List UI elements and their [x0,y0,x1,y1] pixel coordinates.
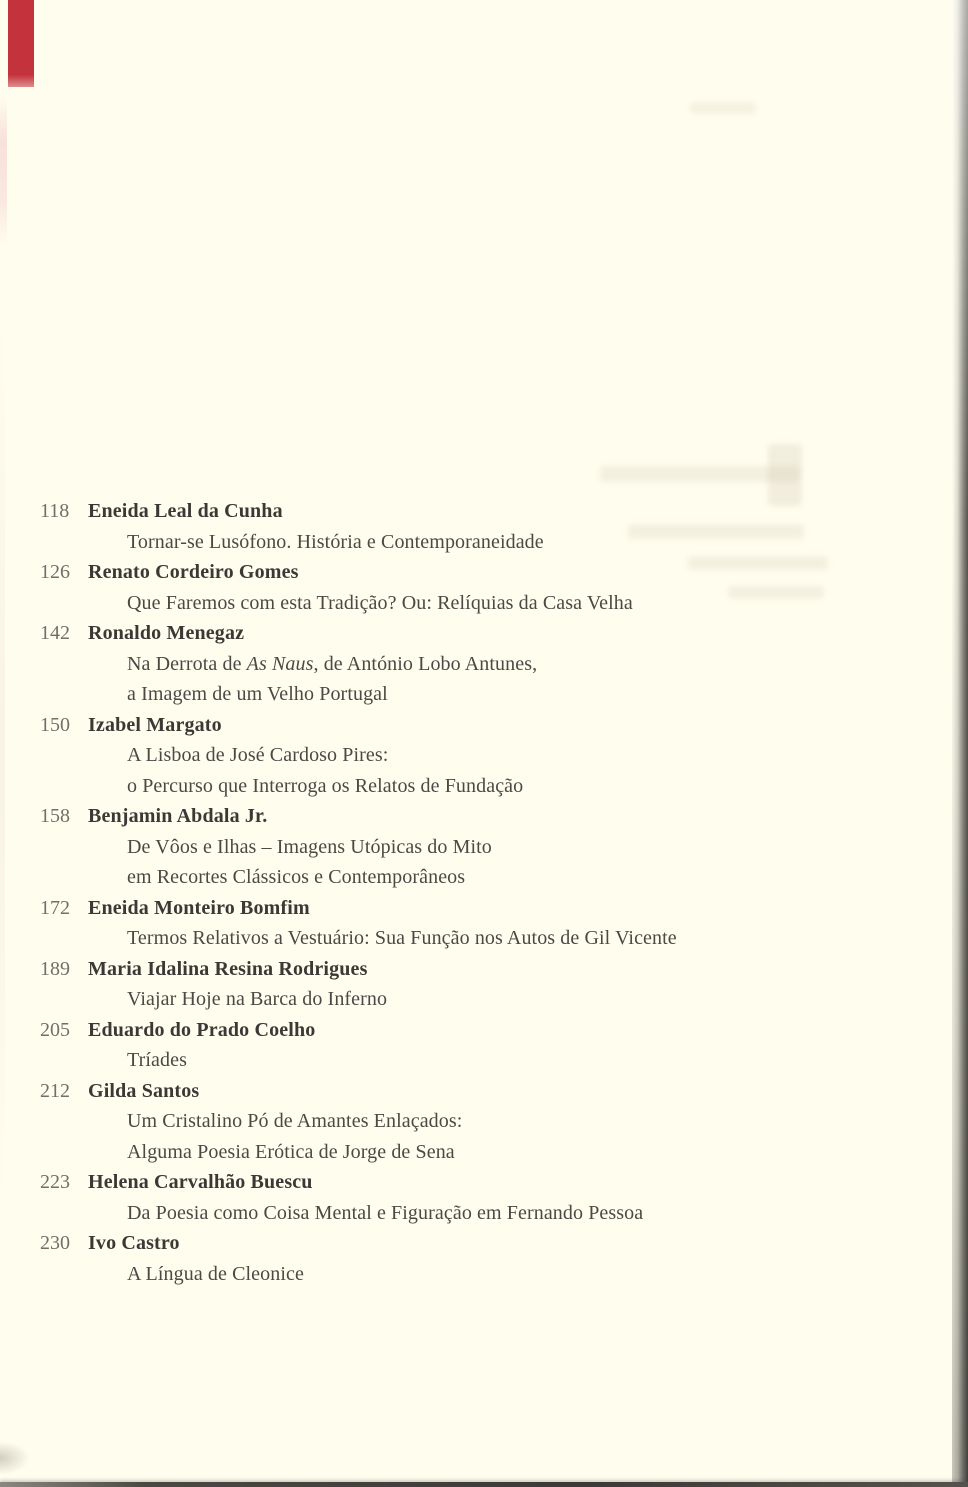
toc-entry-head [0,618,940,649]
toc-title-line [0,984,940,1015]
toc-entry [0,557,940,618]
toc-page-number: 142 [40,622,70,644]
toc-title-segment: Que Faremos com esta Tradição? Ou: Relíquias da Casa Velha [127,591,633,614]
toc-entry-head [0,1015,940,1046]
toc-title-segment: Na Derrota de [127,652,247,675]
toc-title-line [0,862,940,893]
toc-entry [0,1076,940,1168]
toc-entry [0,801,940,893]
red-spine-tab [8,0,34,87]
toc-title-segment: Tornar-se Lusófono. História e Contemporaneidade [127,530,544,553]
toc-entry [0,1015,940,1076]
toc-author: Ivo Castro [88,1232,180,1254]
toc-entry [0,496,940,557]
toc-entry-head [0,801,940,832]
toc-page-number: 126 [40,561,70,583]
toc-title-segment: Da Poesia como Coisa Mental e Figuração em Fernando Pessoa [127,1201,644,1224]
toc-title-segment: em Recortes Clássicos e Contemporâneos [127,866,466,888]
toc-author: Izabel Margato [88,713,222,736]
toc-author: Eduardo do Prado Coelho [88,1018,316,1041]
left-edge-streak [0,96,7,246]
toc-title-segment: Alguma Poesia Erótica de Jorge de Sena [127,1140,455,1163]
scan-right-edge [952,0,968,1487]
toc-title-segment: , de António Lobo Antunes, [313,652,538,675]
toc-entry-head [0,1076,940,1107]
toc-title-line [0,832,940,863]
toc-title-segment: A Língua de Cleonice [127,1262,304,1285]
toc-entry [0,618,940,710]
show-through-ghost [690,102,756,114]
toc-title-line [0,649,940,680]
toc-title-segment: Termos Relativos a Vestuário: Sua Função nos Autos de Gil Vicente [127,927,677,949]
toc-entry-head [0,954,940,985]
toc-author: Eneida Leal da Cunha [88,500,283,522]
toc-title-line [0,1045,940,1076]
toc-title-line [0,923,940,954]
toc-title-segment: Um Cristalino Pó de Amantes Enlaçados: [127,1110,463,1132]
toc-page-number: 205 [40,1018,70,1041]
toc-title-segment: A Lisboa de José Cardoso Pires: [127,744,389,766]
toc-author: Eneida Monteiro Bomfim [88,896,310,919]
toc-entry [0,710,940,802]
toc-title-segment: Tríades [127,1049,187,1071]
toc-entry [0,1228,940,1289]
toc-entry-head [0,1228,940,1259]
toc-title-segment: a Imagem de um Velho Portugal [127,683,388,705]
toc-title-line [0,1106,940,1137]
toc-author: Benjamin Abdala Jr. [88,805,268,827]
toc-title-line [0,679,940,710]
toc-title-segment: o Percurso que Interroga os Relatos de Fundação [127,774,524,797]
toc-page-number: 223 [40,1171,70,1193]
toc-title-line [0,740,940,771]
show-through-ghost [600,466,800,482]
toc-entry-head [0,496,940,527]
toc-page-number: 212 [40,1079,70,1102]
toc-entry-head [0,893,940,924]
toc-entry [0,893,940,954]
toc-entry-head [0,1167,940,1198]
toc-page-number: 118 [40,500,70,522]
toc-title-segment: As Naus [246,652,314,675]
toc-author: Maria Idalina Resina Rodrigues [88,957,368,980]
toc-page-number: 172 [40,896,70,919]
toc-title-line [0,527,940,558]
toc-entry-head [0,557,940,588]
toc-author: Helena Carvalhão Buescu [88,1171,313,1193]
toc-list [0,496,940,1289]
toc-title-segment: De Vôos e Ilhas – Imagens Utópicas do Mito [127,835,492,858]
toc-entry-head [0,710,940,741]
toc-page-number: 150 [40,713,70,736]
toc-title-line [0,1198,940,1229]
toc-title-line [0,1259,940,1290]
toc-page-number: 158 [40,805,70,827]
toc-entry [0,954,940,1015]
toc-title-segment: Viajar Hoje na Barca do Inferno [127,988,388,1010]
toc-author: Gilda Santos [88,1079,200,1102]
toc-title-line [0,771,940,802]
toc-author: Ronaldo Menegaz [88,622,245,644]
toc-page-number: 230 [40,1232,70,1254]
toc-author: Renato Cordeiro Gomes [88,561,299,583]
toc-entry [0,1167,940,1228]
scan-bottom-edge [0,1482,968,1487]
toc-page-number: 189 [40,957,70,980]
bottom-left-smudge [0,1441,30,1475]
toc-title-line [0,1137,940,1168]
toc-title-line [0,588,940,619]
